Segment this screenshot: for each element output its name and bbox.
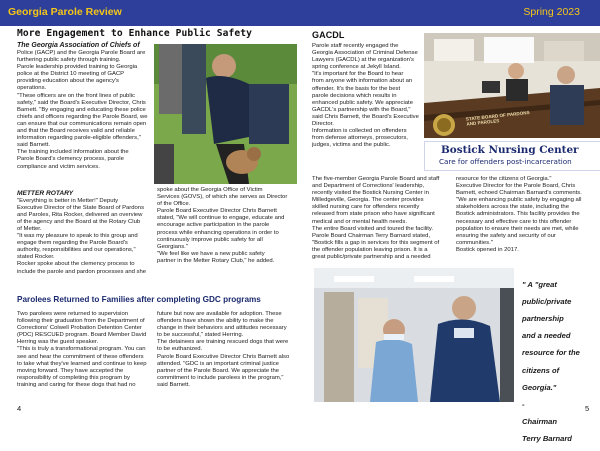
gacp-heading: The Georgia Association of Chiefs of bbox=[17, 42, 140, 49]
pull-quote-body bbox=[522, 280, 596, 444]
gacp-text-line: Parole Board's clemency process, parole bbox=[17, 156, 124, 163]
page-number-right: 5 bbox=[585, 404, 590, 413]
bostick-text-line: ensuring the safety and security of our bbox=[456, 232, 556, 239]
parolees-text-line: change in their behaviors and attitudes necessary bbox=[157, 325, 287, 332]
pull-quote bbox=[522, 272, 596, 451]
newsletter-header-bar bbox=[0, 0, 600, 26]
rotary-continued-line: process while enhancing operations in order to bbox=[157, 229, 279, 236]
pull-quote-line: and a needed bbox=[522, 331, 571, 341]
gacp-text-line: safety," said the Board's Executive Director, Chris bbox=[17, 99, 146, 106]
bostick-text-line: necessary and effective care to this offender bbox=[456, 218, 572, 225]
bostick-text-line: resource for the citizens of Georgia." bbox=[456, 176, 552, 182]
rotary-continued-line: continuously improve public safety for all bbox=[157, 236, 263, 243]
parolees-text-line: attended. "GDC is an important criminal justice bbox=[157, 360, 279, 367]
gacdl-text-line: Director. bbox=[312, 121, 334, 128]
parolees-text-line: to be euthanized. bbox=[157, 346, 203, 353]
bostick-title: Bostick Nursing Center bbox=[441, 144, 579, 156]
bostick-text-line: recently visited the Bostick Nursing Center in bbox=[312, 190, 429, 197]
bostick-text-line: great public/private partnership and a needed bbox=[312, 254, 431, 261]
gacdl-text-line: enhanced public safety. We appreciate bbox=[312, 99, 413, 106]
parolees-col2 bbox=[157, 311, 297, 389]
parolees-text-line: responsibility of completing this program by bbox=[17, 374, 130, 381]
rotary-continued-line: "We feel like we have a new public safety bbox=[157, 250, 265, 257]
bostick-text-line: medical and or mental health needs. bbox=[312, 218, 407, 225]
bostick-col2 bbox=[456, 176, 598, 254]
rotary-text-line: engage them regarding the Parole Board's bbox=[17, 240, 128, 247]
bostick-text-line: "We are enhancing public safety by engaging all bbox=[456, 197, 582, 204]
gacdl-text-line: Lawyers (GACDL) at the organization's bbox=[312, 57, 414, 64]
pull-quote-line: Terry Barnard bbox=[522, 434, 572, 444]
bostick-text-line: skilled nursing care for offenders recently bbox=[312, 204, 420, 211]
rotary-body bbox=[17, 198, 153, 276]
parolees-text-line: offenders have shown the ability to make the bbox=[157, 318, 274, 325]
pull-quote-line: Chairman bbox=[522, 417, 558, 427]
bostick-col1 bbox=[312, 176, 452, 261]
pull-quote-line: resource for the bbox=[522, 348, 580, 358]
parolees-heading: Parolees Returned to Families after completing GDC programs bbox=[17, 295, 261, 304]
gacp-text-line: compliance and victim services. bbox=[17, 163, 100, 170]
bostick-text-line: Bostick administrators. This facility provides the bbox=[456, 211, 580, 218]
parolees-text-line: following their graduation from the Department of bbox=[17, 318, 145, 325]
bostick-text-line: The five-member Georgia Parole Board and staff bbox=[312, 176, 440, 182]
rotary-heading: METTER ROTARY bbox=[17, 190, 74, 197]
parolees-text-line: Two parolees were returned to supervision bbox=[17, 311, 128, 317]
parolees-col1 bbox=[17, 311, 155, 389]
pull-quote-line: " A "great bbox=[522, 279, 557, 289]
bostick-col2-body bbox=[456, 176, 598, 254]
bostick-text-line: the offender population leaving prison. It is a bbox=[312, 246, 428, 253]
gacp-text-line: providing education about the agency's bbox=[17, 78, 119, 85]
gacp-text-line: said Barnett. bbox=[17, 142, 51, 149]
pull-quote-line: public/private bbox=[522, 296, 572, 306]
parolees-text-line: see and hear the commitment of these offenders bbox=[17, 353, 144, 360]
gacp-text-line: furthering public safety through training. bbox=[17, 57, 121, 64]
gacp-text-line: Police (GACP) and the Georgia Parole Board are bbox=[17, 50, 146, 56]
pull-quote-line: - bbox=[522, 399, 525, 409]
bostick-text-line: Parole Board Chairman Terry Barnard stated, bbox=[312, 232, 431, 239]
rotary-continued-line: spoke about the Georgia Office of Victim bbox=[157, 187, 263, 193]
page-number-left: 4 bbox=[17, 404, 22, 413]
gacdl-article bbox=[312, 43, 422, 149]
pull-quote-line: citizens of bbox=[522, 365, 560, 375]
rotary-text-line: of Metter. bbox=[17, 225, 42, 232]
gacdl-text-line: said Chris Barnett, the Board's Executive bbox=[312, 113, 419, 120]
bostick-banner bbox=[424, 141, 600, 171]
parolees-text-line: partner of the Parole Board. We appreciate the bbox=[157, 367, 280, 374]
gacp-article bbox=[17, 42, 151, 171]
rotary-continued-line: partner in the Metter Rotary Club," he added. bbox=[157, 257, 275, 264]
pull-quote-line: Georgia." bbox=[522, 382, 557, 392]
rotary-text-line: "Everything is better in Metter!" Deputy bbox=[17, 197, 119, 204]
gacdl-text-line: GACDL's partnership with the Board," bbox=[312, 106, 411, 113]
gacp-text-line: The training included information about the bbox=[17, 149, 129, 156]
pull-quote-line: partnership bbox=[522, 313, 564, 323]
bostick-text-line: Executive Director for the Parole Board, Chris bbox=[456, 183, 576, 190]
gacdl-text-line: from defense attorneys, prosecutors, bbox=[312, 135, 408, 142]
rotary-text-line: and Paroles, Rita Rocker, delivered an overview bbox=[17, 211, 143, 218]
rotary-continued-line: of the Office. bbox=[157, 201, 191, 208]
gacp-text-line: operations. bbox=[17, 85, 47, 92]
rotary-continued-line: Parole Board Executive Director Chris Barnett bbox=[157, 208, 277, 215]
police-dog-photo bbox=[154, 44, 297, 184]
parolees-text-line: commitment to include parolees in the program," bbox=[157, 374, 284, 381]
rotary-text-line: of the agency and the Board at the Rotary Club bbox=[17, 218, 141, 225]
bostick-text-line: released from state prison who have significant bbox=[312, 211, 435, 218]
board-meeting-photo bbox=[424, 33, 600, 138]
gacdl-text-line: Georgia Association of Criminal Defense bbox=[312, 50, 418, 57]
gacdl-heading: GACDL bbox=[312, 30, 345, 40]
rotary-continued-body bbox=[157, 187, 297, 265]
rotary-continued-line: encourage active participation in the parole bbox=[157, 222, 270, 229]
gacp-text-line: police at the District 10 meeting of GACP bbox=[17, 71, 125, 78]
rotary-continued bbox=[157, 187, 297, 265]
rotary-text-line: authority, responsibilities and our operations," bbox=[17, 247, 136, 254]
parolees-text-line: to be successful," stated Herring. bbox=[157, 332, 244, 339]
bostick-col1-body bbox=[312, 176, 452, 261]
bostick-text-line: The entire Board visited and toured the facility. bbox=[312, 225, 434, 232]
gacp-body bbox=[17, 50, 151, 171]
rotary-continued-line: Georgians." bbox=[157, 243, 188, 250]
gacdl-text-line: "It's important for the Board to hear bbox=[312, 71, 404, 78]
bostick-text-line: population to ensure their needs are met, while bbox=[456, 225, 579, 232]
parolees-text-line: training and caring for these dogs that had no bbox=[17, 381, 136, 388]
parolees-text-line: Herring was the guest speaker. bbox=[17, 339, 99, 346]
parolees-text-line: Parole Board Executive Director Chris Barnett also bbox=[157, 353, 290, 360]
parolees-text-line: Corrections' Colwell Probation Detention Center bbox=[17, 325, 142, 332]
parolees-col2-body bbox=[157, 311, 297, 389]
gacdl-text-line: parole decisions which results in bbox=[312, 92, 397, 99]
gacp-text-line: information regarding parole-eligible offenders," bbox=[17, 135, 141, 142]
bostick-text-line: Bostick opened in 2017. bbox=[456, 246, 519, 253]
parolees-col1-body bbox=[17, 311, 155, 389]
gacdl-text-line: Information is collected on offenders bbox=[312, 128, 407, 135]
parolees-text-line: to take what they've learned and continue to keep bbox=[17, 360, 147, 367]
gacp-text-line: chiefs and officers regarding the Parole Board, we bbox=[17, 113, 148, 120]
parolees-text-line: "This is truly a transformational program. You can bbox=[17, 346, 146, 353]
parolees-text-line: said Barnett. bbox=[157, 381, 191, 388]
gacp-text-line: "These officers are on the front lines of public bbox=[17, 92, 135, 99]
bostick-text-line: "Bostick fills a gap in services for this segment of bbox=[312, 239, 440, 246]
newsletter-title: Georgia Parole Review bbox=[8, 6, 122, 18]
rotary-text-line: Executive Director of the State Board of Pardons bbox=[17, 204, 145, 211]
gacdl-text-line: spring conference at Jekyll Island. bbox=[312, 64, 401, 71]
parolees-text-line: moving forward. They have accepted the bbox=[17, 367, 124, 374]
rotary-article bbox=[17, 190, 153, 276]
gacdl-text-line: offender. It's the basis for the best bbox=[312, 85, 401, 92]
issue-date: Spring 2023 bbox=[523, 6, 580, 18]
facility-tour-photo bbox=[314, 268, 514, 402]
gacdl-text-line: Parole staff recently engaged the bbox=[312, 43, 399, 49]
bostick-text-line: stakeholders across the state, including the bbox=[456, 204, 569, 211]
bostick-subtitle: Care for offenders post-incarceration bbox=[439, 157, 572, 166]
page-headline: More Engagement to Enhance Public Safety bbox=[17, 28, 253, 39]
bostick-text-line: communities." bbox=[456, 239, 493, 246]
gacp-text-line: and that the Board receives valid and reliable bbox=[17, 128, 135, 135]
parolees-text-line: The detainees are training rescued dogs that were bbox=[157, 339, 289, 346]
rotary-text-line: "It was my pleasure to speak to this group and bbox=[17, 233, 138, 240]
gacp-text-line: Barnett. "By engaging and educating these police bbox=[17, 106, 146, 113]
gacdl-body bbox=[312, 43, 422, 149]
rotary-continued-line: Services (GOVS), of which she serves as Director bbox=[157, 194, 288, 201]
rotary-text-line: include the parole and pardon processes and she bbox=[17, 268, 147, 275]
gacdl-text-line: from anyone with information about an bbox=[312, 78, 413, 85]
parolees-text-line: (PDC) RESCUED program. Board Member David bbox=[17, 332, 147, 339]
rotary-text-line: Rocker spoke about the clemency process to bbox=[17, 261, 135, 268]
rotary-text-line: stated Rocker. bbox=[17, 254, 55, 261]
bostick-text-line: and Department of Corrections' leadership, bbox=[312, 183, 425, 190]
parolees-text-line: future but now are available for adoption. These bbox=[157, 311, 282, 317]
rotary-continued-line: stated, "We will continue to engage, educate and bbox=[157, 215, 285, 222]
gacp-text-line: can ensure that our communications remain open bbox=[17, 120, 147, 127]
gacp-text-line: Parole leadership provided training to Georgia bbox=[17, 64, 138, 71]
bostick-text-line: Milledgeville, Georgia. The center provides bbox=[312, 197, 424, 204]
gacdl-text-line: judges, victims and the public. bbox=[312, 142, 391, 149]
bostick-text-line: Barnett, echoed Chairman Barnard's comments. bbox=[456, 190, 582, 197]
seal-text: STATE BOARD OF PARDONS AND PAROLES bbox=[465, 109, 530, 128]
